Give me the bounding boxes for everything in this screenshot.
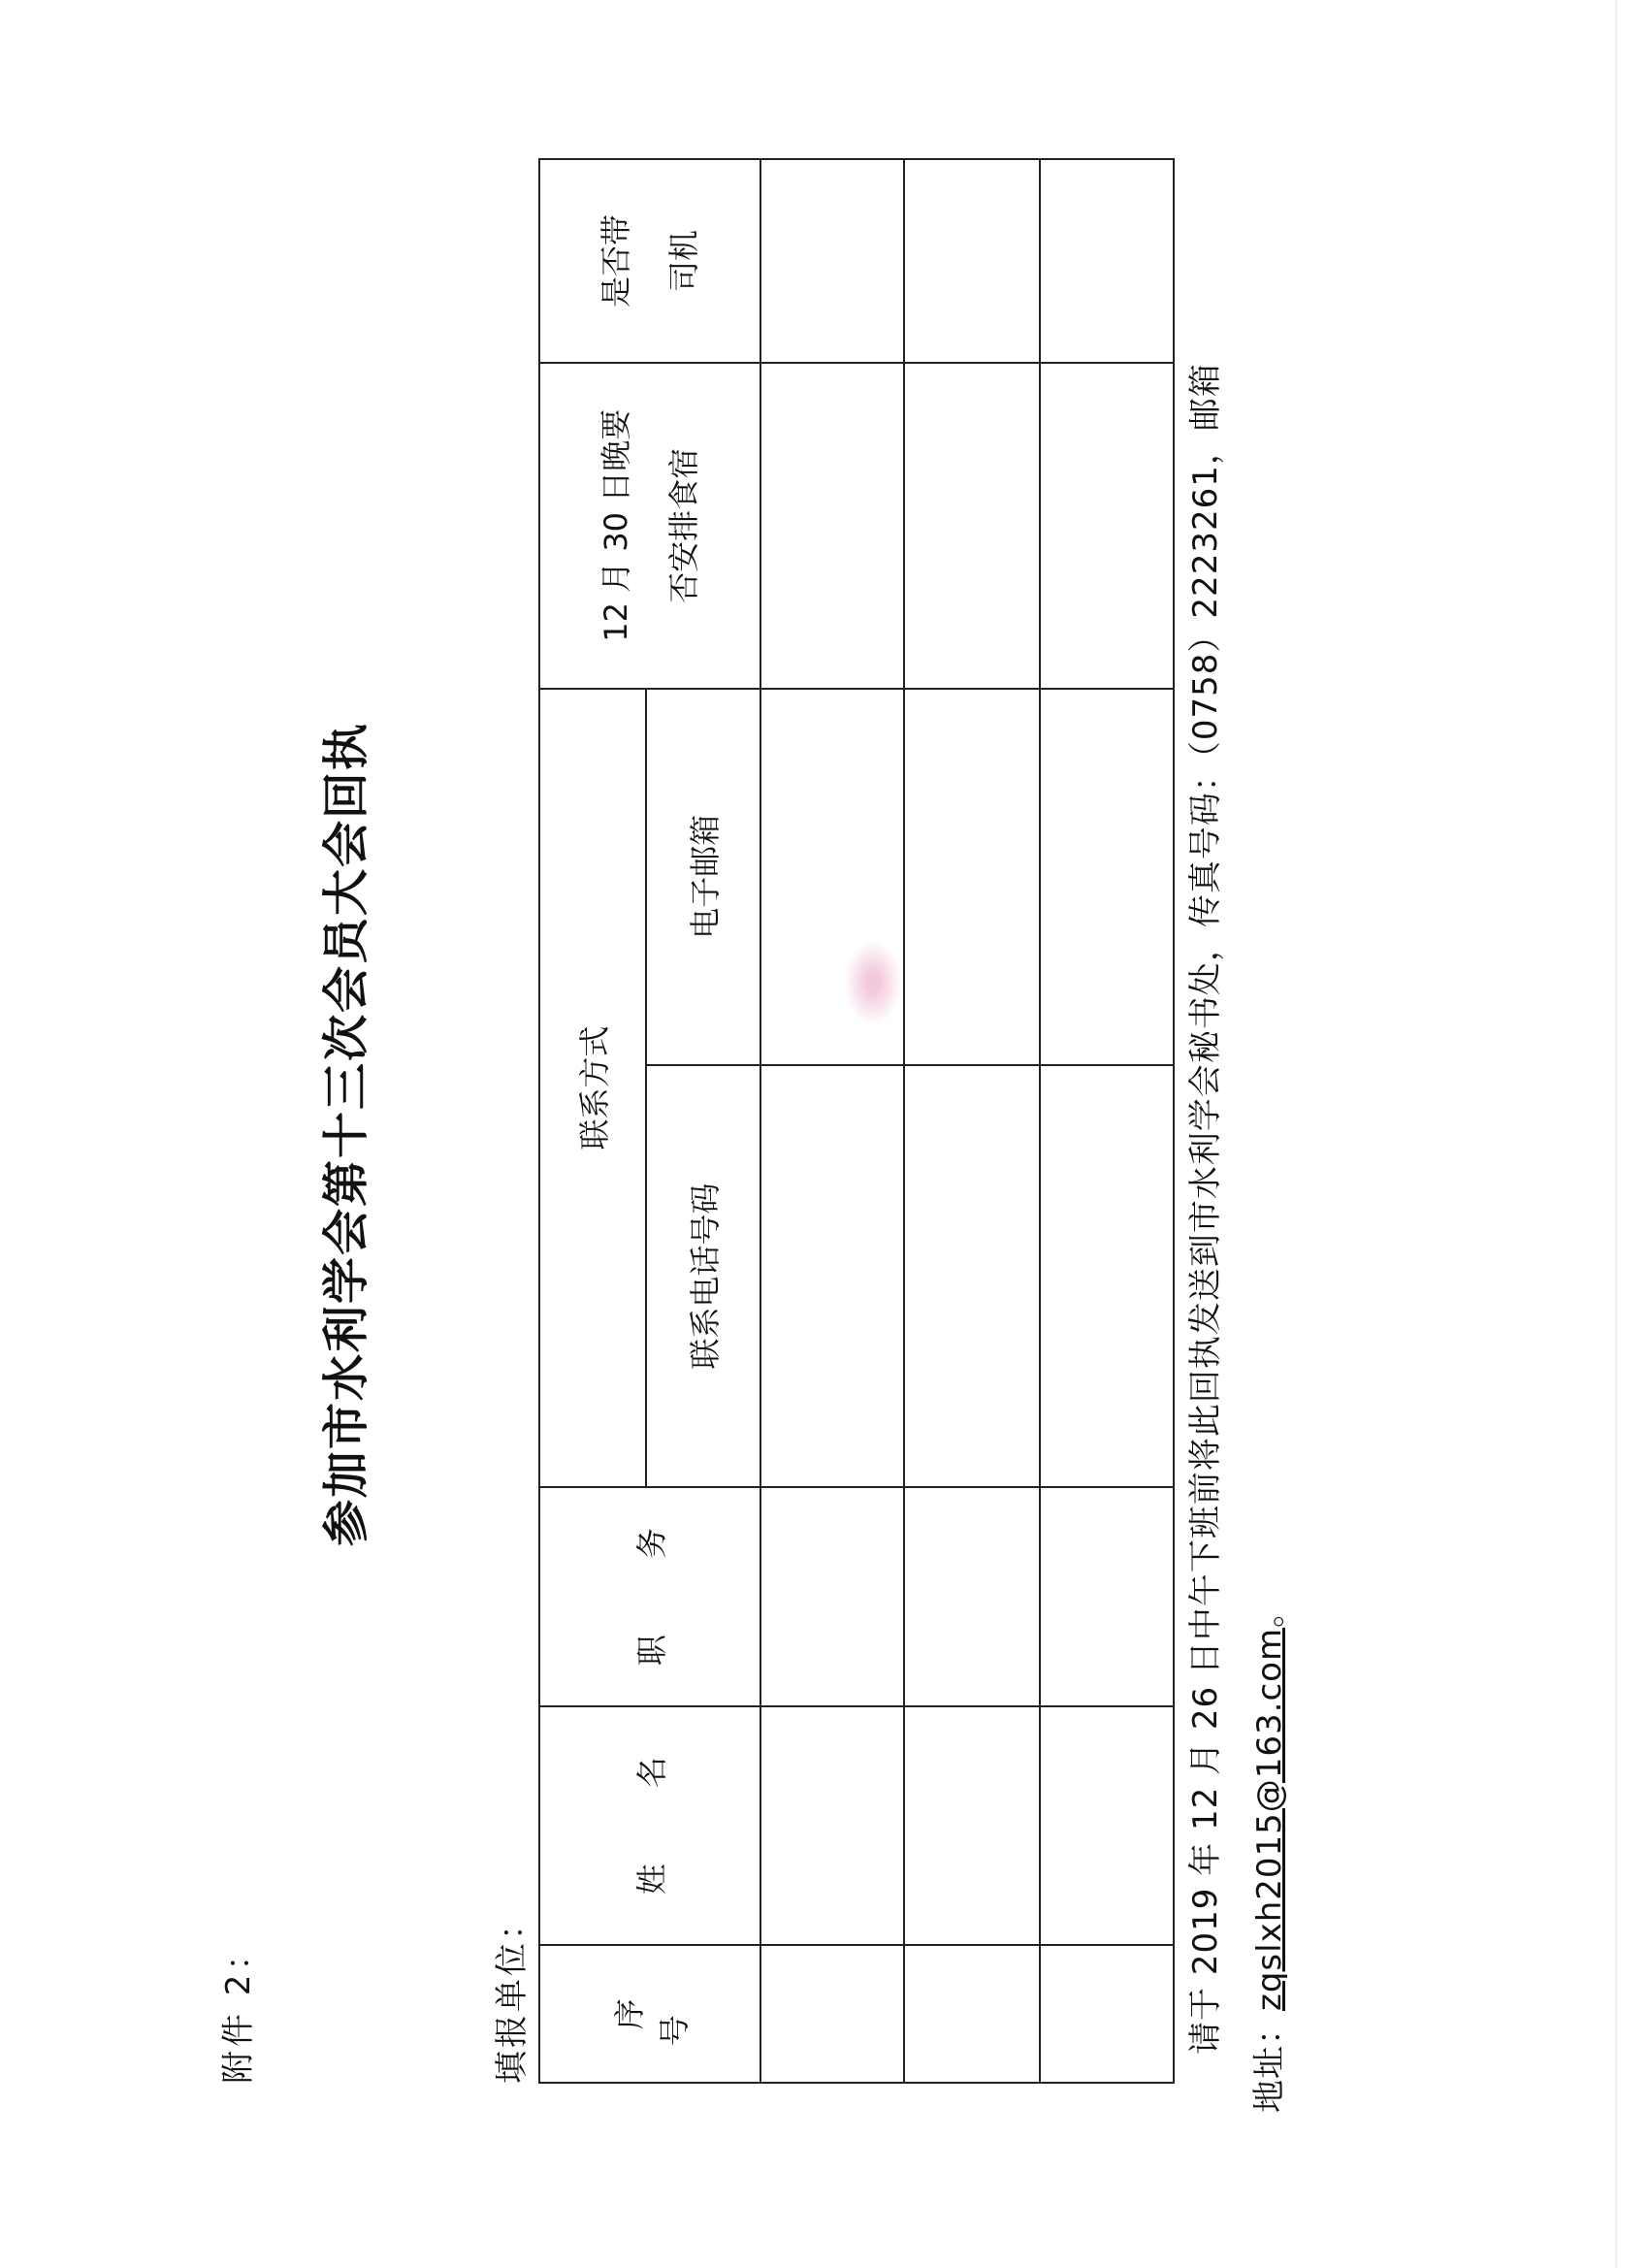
- cell-driver[interactable]: [904, 159, 1040, 363]
- table-row: [760, 159, 904, 2083]
- cell-email[interactable]: [904, 689, 1040, 1065]
- cell-index[interactable]: [1040, 1945, 1174, 2083]
- cell-position[interactable]: [1040, 1487, 1174, 1706]
- header-row-top: [539, 159, 646, 2083]
- address-suffix: 。: [1250, 1593, 1289, 1628]
- cell-accommodation[interactable]: [1040, 363, 1174, 689]
- header-index: [539, 1945, 760, 2083]
- cell-email[interactable]: [760, 689, 904, 1065]
- header-driver-line1: 是否带: [598, 213, 634, 308]
- cell-position[interactable]: [904, 1487, 1040, 1706]
- submission-note: [1174, 124, 1302, 2113]
- cell-email[interactable]: [1040, 689, 1174, 1065]
- table-row: [904, 159, 1040, 2083]
- reporting-unit-label: 填报单位：: [493, 1904, 532, 2084]
- cell-accommodation[interactable]: [760, 363, 904, 689]
- registration-table: [538, 158, 1175, 2084]
- header-position: [539, 1487, 760, 1706]
- header-accommodation: [539, 363, 760, 689]
- cell-driver[interactable]: [1040, 159, 1174, 363]
- address-prefix: 地址：: [1250, 2011, 1289, 2113]
- cell-phone[interactable]: [1040, 1065, 1174, 1487]
- header-name-text: 姓 名: [633, 1724, 670, 1895]
- document-title: 参加市水利学会第十三次会员大会回执: [319, 722, 373, 1547]
- header-contact-group: 联系方式: [539, 689, 646, 1488]
- cell-name[interactable]: [760, 1706, 904, 1946]
- email-link[interactable]: zqslxh2015@163.com: [1250, 1627, 1289, 2011]
- cell-phone[interactable]: [904, 1065, 1040, 1487]
- cell-driver[interactable]: [760, 159, 904, 363]
- header-email: 电子邮箱: [646, 689, 760, 1065]
- cell-phone[interactable]: [760, 1065, 904, 1487]
- cell-position[interactable]: [760, 1487, 904, 1706]
- submission-note-line1: 请于 2019 年 12 月 26 日中午下班前将此回执发送到市水利学会秘书处，传真号码：（0758）2223261，邮箱: [1186, 363, 1225, 2055]
- cell-name[interactable]: [904, 1706, 1040, 1946]
- attachment-label: 附件 2：: [219, 1933, 258, 2084]
- table-row: [1040, 159, 1174, 2083]
- submission-note-line2: [1250, 1594, 1289, 2113]
- header-accommodation-line1: 12 月 30 日晚要: [598, 408, 634, 642]
- header-index-text: 序 号: [611, 1965, 693, 2047]
- cell-index[interactable]: [904, 1945, 1040, 2083]
- header-driver-line2: 司机: [665, 229, 702, 292]
- header-phone: 联系电话号码: [646, 1065, 760, 1487]
- cell-accommodation[interactable]: [904, 363, 1040, 689]
- cell-name[interactable]: [1040, 1706, 1174, 1946]
- cell-index[interactable]: [760, 1945, 904, 2083]
- header-driver: [539, 159, 760, 363]
- header-accommodation-line2: 否安排食宿: [665, 447, 702, 603]
- header-name: [539, 1706, 760, 1946]
- header-position-text: 职 务: [633, 1494, 670, 1667]
